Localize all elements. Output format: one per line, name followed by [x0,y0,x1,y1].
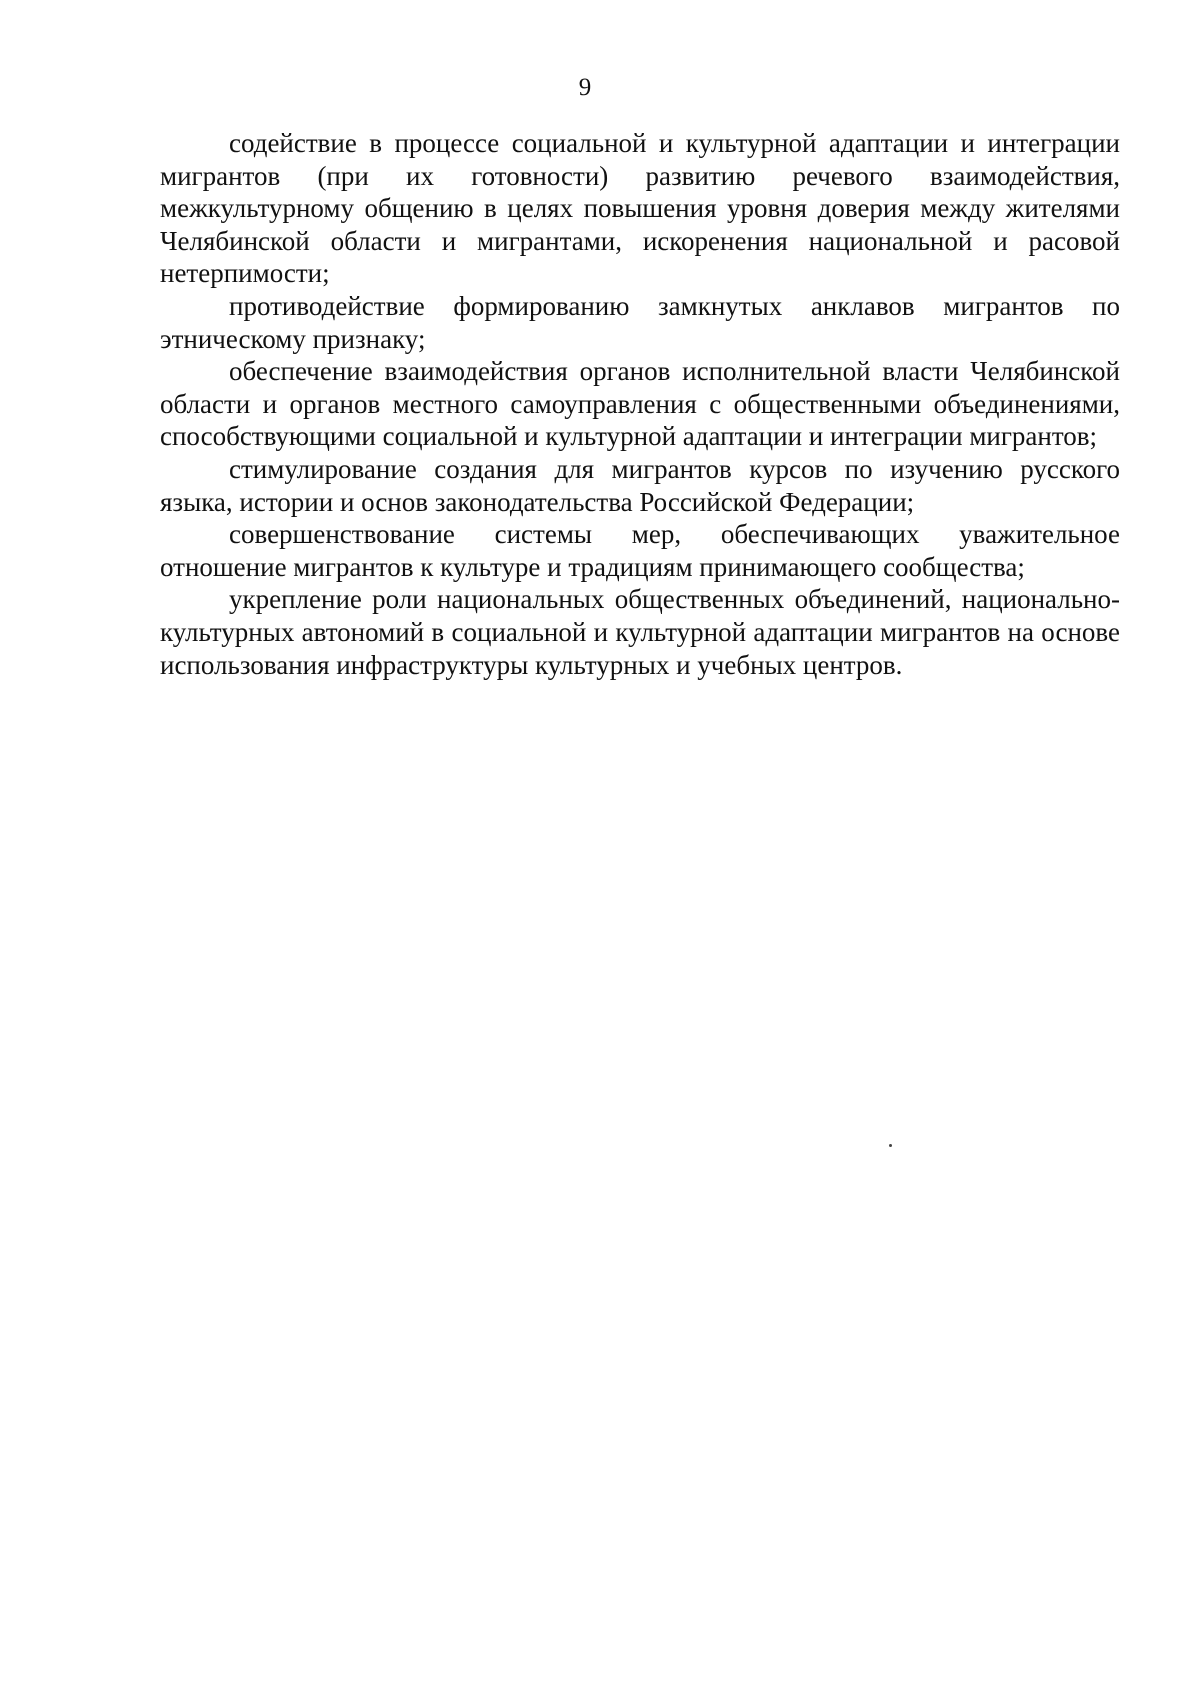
paragraph-russian-language-courses: стимулирование создания для мигрантов курсов по изучению русского языка, истории и основ законодательства Российской Федерации; [160,453,1120,517]
paragraph-respectful-attitude: совершенствование системы мер, обеспечивающих уважительное отношение мигрантов к культуре и традициям принимающего сообщества; [160,519,1120,582]
document-body [160,127,1120,681]
paragraph-authority-interaction: обеспечение взаимодействия органов исполнительной власти Челябинской области и органов местного самоуправления с общественными объединениями, способствующими социальной и культурной адаптации и интеграции мигрантов; [160,356,1120,452]
paragraph-national-associations: укрепление роли национальных общественных объединений, национально-культурных автономий в социальной и культурной адаптации мигрантов на основе использования инфраструктуры культурных и учебных центров. [160,584,1120,680]
paragraph-adaptation-assistance: содействие в процессе социальной и культурной адаптации и интеграции мигрантов (при их готовности) развитию речевого взаимодействия, межкультурному общению в целях повышения уровня доверия между жителями Челябинской области и мигрантами, искоренения национальной и расовой нетерпимости; [160,128,1120,289]
paragraph-enclave-prevention: противодействие формированию замкнутых анклавов мигрантов по этническому признаку; [160,290,1120,354]
page-number: 9 [578,74,592,101]
scan-speck [889,1144,892,1147]
